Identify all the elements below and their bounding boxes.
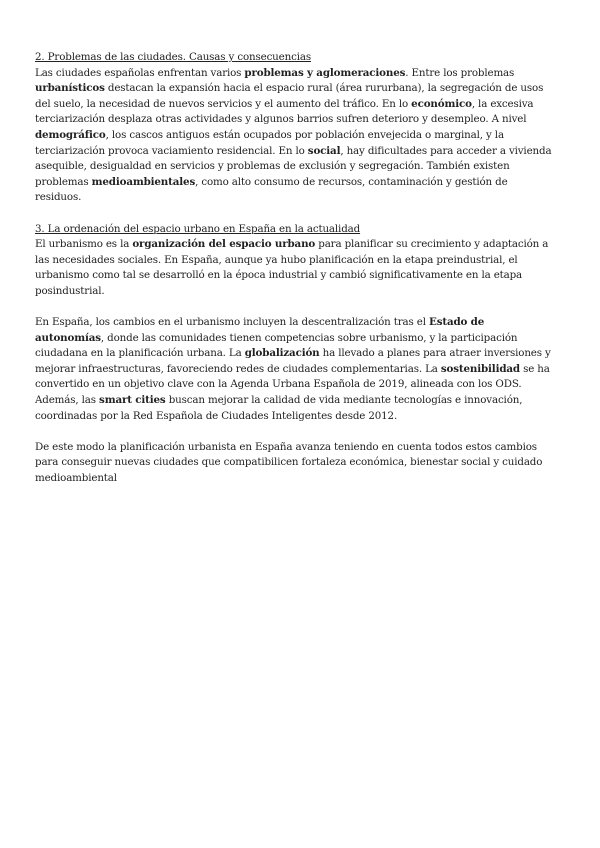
bold-term: urbanísticos bbox=[35, 82, 105, 95]
bold-term: social bbox=[307, 144, 341, 157]
bold-term: medioambientales bbox=[91, 175, 196, 188]
text-run: buscan mejorar la calidad de vida mediante tecnologías e innovación, coordinadas por la Red Española de Ciudades Inteligentes desde 2012. bbox=[35, 394, 523, 422]
text-run: , hay dificultades para acceder a vivienda asequible, desigualdad en servicios y problemas de exclusión y segregación. También existen problemas bbox=[35, 144, 552, 188]
paragraph-cambios-urbanismo bbox=[35, 315, 555, 424]
section-heading-ordenacion: 3. La ordenación del espacio urbano en España en la actualidad bbox=[35, 222, 361, 235]
text-run: , donde las comunidades tienen competencias sobre urbanismo, y la participación ciudadana en la planificación urbana. La bbox=[35, 331, 518, 360]
blank-line bbox=[35, 300, 555, 316]
text-run: . Entre los problemas bbox=[405, 66, 515, 79]
bold-term: problemas y aglomeraciones bbox=[244, 66, 406, 79]
text-run: De este modo la planificación urbanista en España avanza teniendo en cuenta todos estos cambios para conseguir nuevas ciudades que compatibilicen fortaleza económica, bienestar social y cuidado medioambiental bbox=[35, 440, 543, 485]
bold-term: económico bbox=[411, 97, 472, 110]
document-body bbox=[35, 50, 555, 487]
text-run: En España, los cambios en el urbanismo incluyen la descentralización tras el bbox=[35, 316, 429, 329]
bold-term: organización del espacio urbano bbox=[132, 238, 316, 251]
bold-term: Estado de autonomías bbox=[35, 316, 485, 344]
blank-line bbox=[35, 206, 555, 222]
bold-term: globalización bbox=[244, 347, 320, 360]
text-run: se ha convertido en un objetivo clave con la Agenda Urbana Española de 2019, alineada con los ODS. Además, las bbox=[35, 362, 550, 407]
section-heading-problemas: 2. Problemas de las ciudades. Causas y consecuencias bbox=[35, 51, 311, 63]
text-run: destacan la expansión hacia el espacio rural (área rururbana), la segregación de usos del suelo, la necesidad de nuevos servicios y el aumento del tráfico. En lo bbox=[35, 82, 544, 110]
bold-term: smart cities bbox=[99, 394, 166, 407]
text-run: ha llevado a planes para atraer inversiones y mejorar infraestructuras, favoreciendo redes de ciudades complementarias. La bbox=[35, 347, 551, 375]
bold-term: demográfico bbox=[35, 128, 106, 141]
paragraph-urbanismo bbox=[35, 237, 555, 299]
text-run: , los cascos antiguos están ocupados por población envejecida o marginal, y la terciarización provoca vaciamiento residencial. En lo bbox=[35, 128, 504, 157]
text-run: , la excesiva terciarización desplaza otras actividades y algunos barrios sufren deterioro y desempleo. A nivel bbox=[35, 97, 534, 126]
text-run: Las ciudades españolas enfrentan varios bbox=[35, 66, 245, 79]
text-run: para planificar su crecimiento y adaptación a las necesidades sociales. En España, aunque ya hubo planificación en la etapa preindustrial, el urbanismo como tal se desarrolló en la época industrial y cambió significativamente en la etapa posindustrial. bbox=[35, 238, 549, 297]
paragraph-problemas bbox=[35, 66, 555, 206]
blank-line bbox=[35, 424, 555, 440]
text-run: El urbanismo es la bbox=[35, 238, 133, 251]
bold-term: sostenibilidad bbox=[440, 362, 520, 375]
text-run: , como alto consumo de recursos, contaminación y gestión de residuos. bbox=[35, 175, 508, 204]
paragraph-conclusion bbox=[35, 440, 555, 487]
